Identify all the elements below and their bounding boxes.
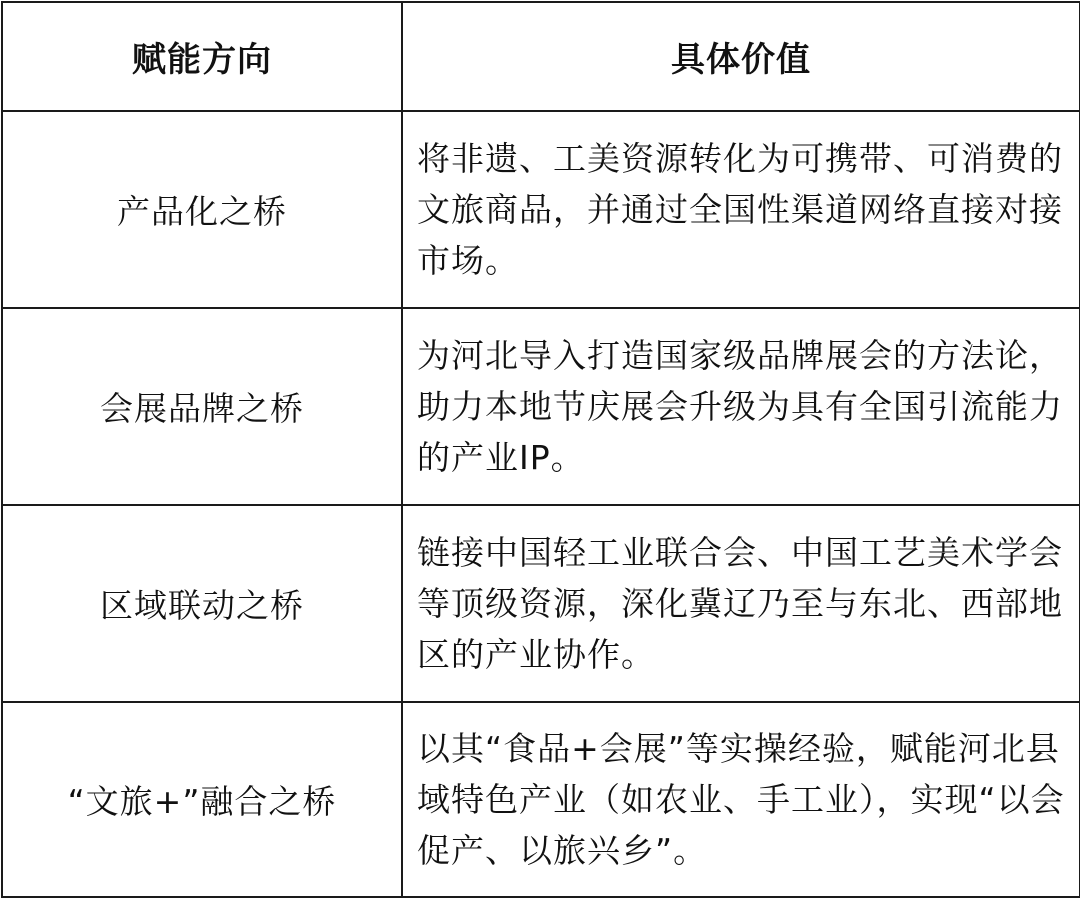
value-table [1, 1, 1080, 898]
table-row [2, 702, 1080, 897]
direction-cell: 区域联动之桥 [2, 505, 402, 702]
direction-cell: 会展品牌之桥 [2, 308, 402, 505]
table-row [2, 308, 1080, 505]
header-value: 具体价值 [402, 2, 1080, 111]
value-cell: 为河北导入打造国家级品牌展会的方法论，助力本地节庆展会升级为具有全国引流能力的产业IP。 [402, 308, 1080, 505]
direction-cell: 产品化之桥 [2, 111, 402, 308]
direction-cell: “文旅+”融合之桥 [2, 702, 402, 897]
header-row [2, 2, 1080, 111]
header-direction: 赋能方向 [2, 2, 402, 111]
value-cell: 将非遗、工美资源转化为可携带、可消费的文旅商品，并通过全国性渠道网络直接对接市场。 [402, 111, 1080, 308]
value-cell: 链接中国轻工业联合会、中国工艺美术学会等顶级资源，深化冀辽乃至与东北、西部地区的产业协作。 [402, 505, 1080, 702]
value-cell: 以其“食品+会展”等实操经验，赋能河北县域特色产业（如农业、手工业），实现“以会促产、以旅兴乡”。 [402, 702, 1080, 897]
table-row [2, 111, 1080, 308]
table-row [2, 505, 1080, 702]
